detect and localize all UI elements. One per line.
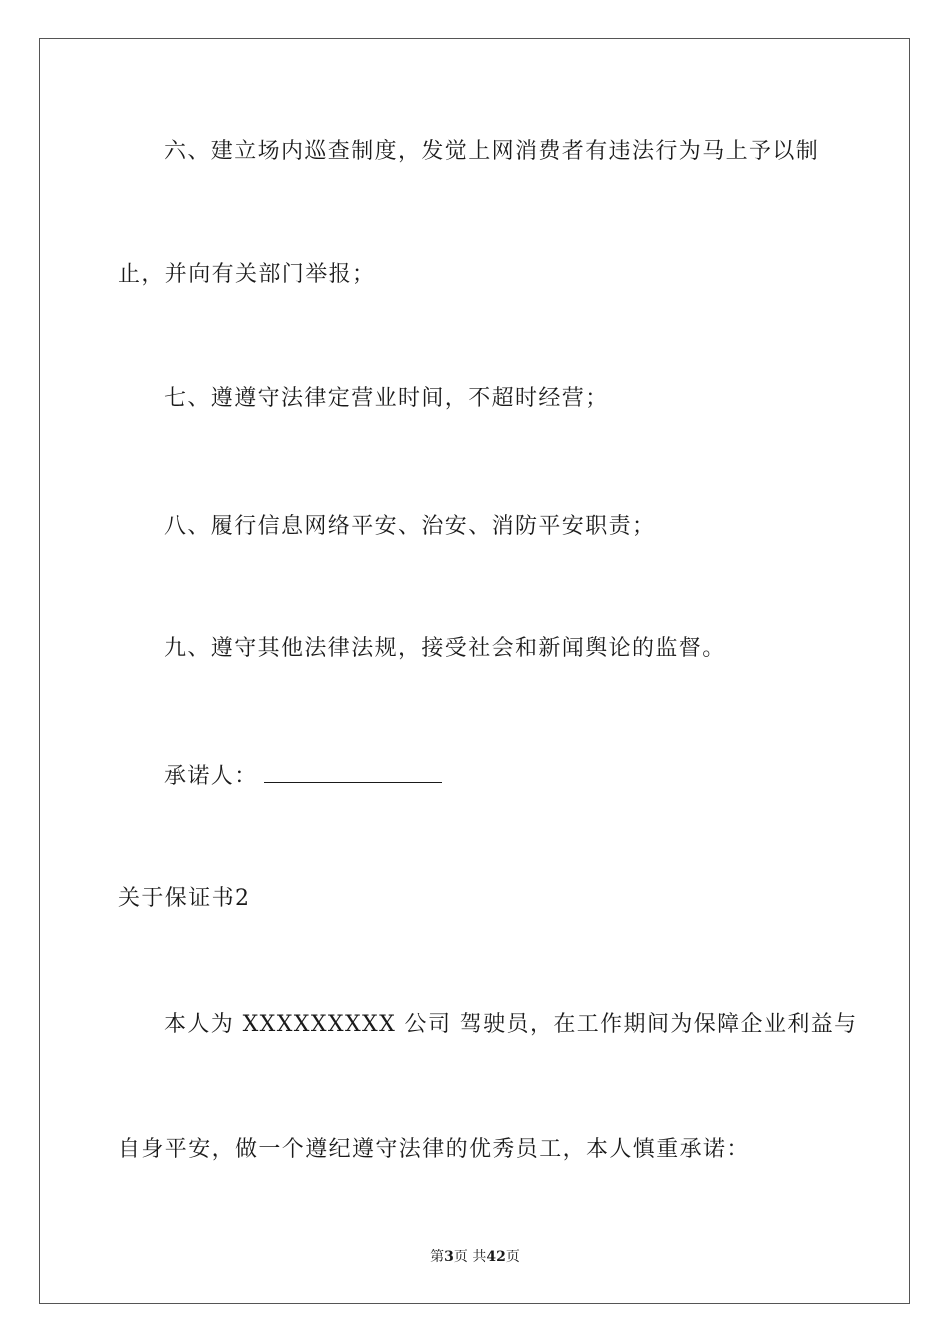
section-2-line-1: 本人为 XXXXXXXXX 公司 驾驶员，在工作期间为保障企业利益与: [164, 1012, 858, 1037]
section-2-line-2: 自身平安，做一个遵纪遵守法律的优秀员工，本人慎重承诺：: [118, 1137, 750, 1162]
signer-label: 承诺人：: [164, 764, 258, 789]
footer-page-prefix: 第: [430, 1249, 445, 1265]
signer-line: [164, 760, 442, 792]
section-title: 关于保证书2: [118, 886, 251, 911]
footer-page-total: 42: [486, 1249, 506, 1265]
paragraph-8: 八、履行信息网络平安、治安、消防平安职责；: [164, 514, 656, 539]
page-footer: [0, 1247, 950, 1267]
paragraph-9: 九、遵守其他法律法规，接受社会和新闻舆论的监督。: [164, 636, 726, 661]
footer-page-mid: 页 共: [453, 1249, 487, 1265]
footer-page-suffix: 页: [505, 1249, 520, 1265]
footer-page-current: 3: [444, 1249, 454, 1265]
signature-blank: [264, 760, 442, 783]
paragraph-6-line-2: 止，并向有关部门举报；: [118, 262, 376, 287]
page-border: [39, 38, 910, 1304]
paragraph-7: 七、遵遵守法律定营业时间，不超时经营；: [164, 386, 609, 411]
paragraph-6-line-1: 六、建立场内巡查制度，发觉上网消费者有违法行为马上予以制: [164, 139, 820, 164]
